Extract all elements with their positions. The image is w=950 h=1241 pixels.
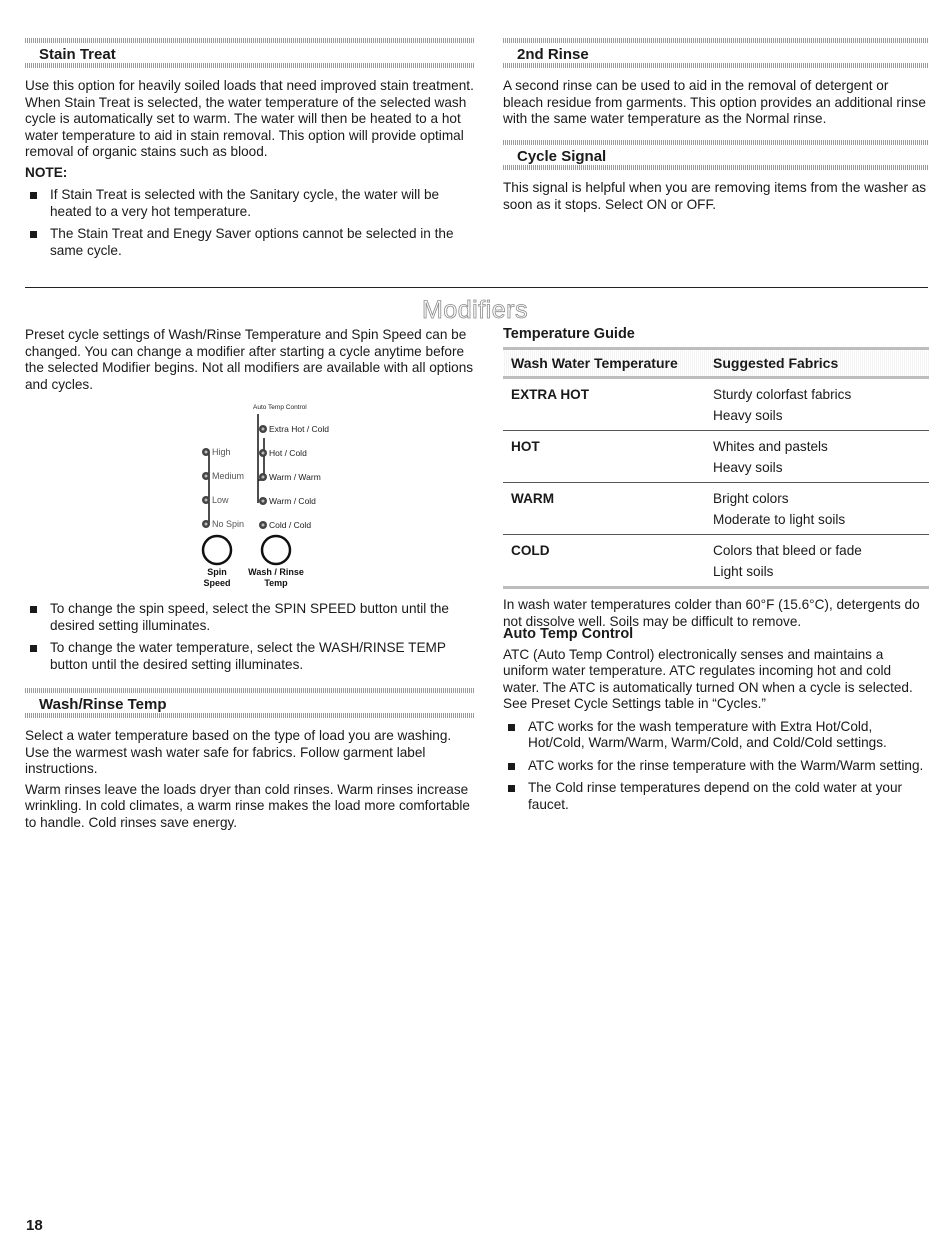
temp-coldcold-led	[259, 521, 267, 529]
spin-speed-button[interactable]	[203, 536, 231, 564]
spin-low-led	[202, 496, 210, 504]
list-item: The Stain Treat and Enegy Saver options cannot be selected in the same cycle.	[25, 226, 475, 259]
cycle-signal-header	[503, 140, 928, 170]
stain-treat-heading: Stain Treat	[39, 46, 116, 63]
list-item: If Stain Treat is selected with the Sanitary cycle, the water will be heated to a very hot temperature.	[25, 187, 475, 220]
col-wash-water-temperature: Wash Water Temperature	[511, 354, 678, 371]
stain-treat-section	[25, 38, 475, 259]
temp-warmwarm-led	[259, 473, 267, 481]
stain-treat-bullets	[25, 187, 475, 259]
list-item: ATC works for the rinse temperature with the Warm/Warm setting.	[503, 758, 928, 775]
spin-high-led	[202, 448, 210, 456]
modifiers-section	[25, 327, 475, 397]
table-row: WARM Bright colors Moderate to light soils	[503, 483, 929, 535]
page-number: 18	[26, 1217, 43, 1234]
modifiers-bullets	[25, 601, 475, 673]
cycle-signal-heading: Cycle Signal	[517, 148, 607, 165]
modifiers-title: Modifiers	[422, 296, 528, 324]
temp-option-warmwarm: Warm / Warm	[269, 472, 321, 482]
bullet-icon	[508, 785, 515, 792]
temperature-footnote: In wash water temperatures colder than 60°F (15.6°C), detergents do not dissolve well. Soils may be difficult to remove.	[503, 597, 920, 629]
temperature-guide-heading: Temperature Guide	[503, 326, 635, 342]
spin-medium-led	[202, 472, 210, 480]
control-panel-diagram	[180, 398, 340, 594]
atc-section	[503, 626, 928, 813]
bullet-icon	[30, 645, 37, 652]
table-row: HOT Whites and pastels Heavy soils	[503, 431, 929, 483]
atc-body: ATC (Auto Temp Control) electronically senses and maintains a uniform water temperature. ATC regulates incoming hot and cold water. The ATC is automatically turned ON when a cycle is selected. See Preset Cycle Settings table in “Cycles.”	[503, 646, 913, 711]
note-label: NOTE:	[25, 164, 68, 180]
spin-option-high: High	[212, 447, 231, 457]
list-item: The Cold rinse temperatures depend on the cold water at your faucet.	[503, 780, 928, 813]
atc-label: Auto Temp Control	[253, 404, 307, 411]
modifiers-intro: Preset cycle settings of Wash/Rinse Temperature and Spin Speed can be changed. You can change a modifier after starting a cycle anytime before the selected Modifier begins. Not all modifiers are available with all options and cycles.	[25, 327, 474, 392]
atc-heading: Auto Temp Control	[503, 626, 634, 642]
col-suggested-fabrics: Suggested Fabrics	[713, 354, 839, 371]
cycle-signal-section	[503, 140, 928, 217]
temp-option-extrahot: Extra Hot / Cold	[269, 424, 329, 434]
spin-nospin-led	[202, 520, 210, 528]
wash-rinse-temp-button[interactable]	[262, 536, 290, 564]
temperature-guide-section	[503, 326, 928, 634]
spin-option-nospin: No Spin	[212, 519, 245, 529]
cycle-signal-body: This signal is helpful when you are removing items from the washer as soon as it stops. Select ON or OFF.	[503, 180, 927, 212]
temp-label-1: Wash / Rinse	[248, 567, 304, 577]
modifiers-bullets-section	[25, 595, 475, 673]
second-rinse-heading: 2nd Rinse	[517, 46, 589, 63]
bullet-icon	[30, 606, 37, 613]
stain-treat-body: Use this option for heavily soiled loads that need improved stain treatment. When Stain Treat is selected, the water temperature of the selected wash cycle is automatically set to warm. The water will then be heated to a hot water temperature to aid in stain removal. This option will provide optimal removal of organic stains such as blood.	[25, 78, 474, 159]
second-rinse-header	[503, 38, 928, 68]
temp-option-coldcold: Cold / Cold	[269, 520, 312, 530]
bullet-icon	[30, 192, 37, 199]
temperature-guide-table	[503, 347, 929, 590]
bullet-icon	[30, 231, 37, 238]
bullet-icon	[508, 724, 515, 731]
temp-label-2: Temp	[264, 578, 288, 588]
wash-rinse-temp-header	[25, 688, 475, 718]
list-item: To change the spin speed, select the SPIN SPEED button until the desired setting illuminates.	[25, 601, 475, 634]
table-row: COLD Colors that bleed or fade Light soils	[503, 535, 929, 588]
spin-option-low: Low	[212, 495, 229, 505]
spin-speed-label-2: Speed	[203, 578, 231, 588]
wash-rinse-temp-section	[25, 688, 475, 835]
spin-option-medium: Medium	[212, 471, 245, 481]
atc-bullets	[503, 719, 928, 814]
list-item: To change the water temperature, select the WASH/RINSE TEMP button until the desired setting illuminates.	[25, 640, 475, 673]
second-rinse-section	[503, 38, 928, 132]
wash-rinse-temp-heading: Wash/Rinse Temp	[39, 696, 167, 713]
second-rinse-body: A second rinse can be used to aid in the removal of detergent or bleach residue from garments. This option provides an additional rinse with the same water temperature as the Normal rinse.	[503, 78, 926, 126]
temp-extrahot-led	[259, 425, 267, 433]
temp-option-warmcold: Warm / Cold	[269, 496, 316, 506]
bullet-icon	[508, 763, 515, 770]
wash-rinse-temp-para-2: Warm rinses leave the loads dryer than cold rinses. Warm rinses increase wrinkling. In cold climates, a warm rinse makes the load more comfortable to handle. Cold rinses save energy.	[25, 781, 470, 830]
temp-hot-led	[259, 449, 267, 457]
table-row: EXTRA HOT Sturdy colorfast fabrics Heavy soils	[503, 378, 929, 431]
temp-option-hot: Hot / Cold	[269, 448, 307, 458]
wash-rinse-temp-para-1: Select a water temperature based on the type of load you are washing. Use the warmest wash water safe for fabrics. Follow garment label instructions.	[25, 728, 452, 776]
table-header-row	[503, 348, 929, 378]
stain-treat-header	[25, 38, 475, 68]
spin-speed-label-1: Spin	[207, 567, 227, 577]
section-divider	[25, 287, 928, 288]
temp-warmcold-led	[259, 497, 267, 505]
list-item: ATC works for the wash temperature with Extra Hot/Cold, Hot/Cold, Warm/Warm, Warm/Cold, and Cold/Cold settings.	[503, 719, 928, 752]
